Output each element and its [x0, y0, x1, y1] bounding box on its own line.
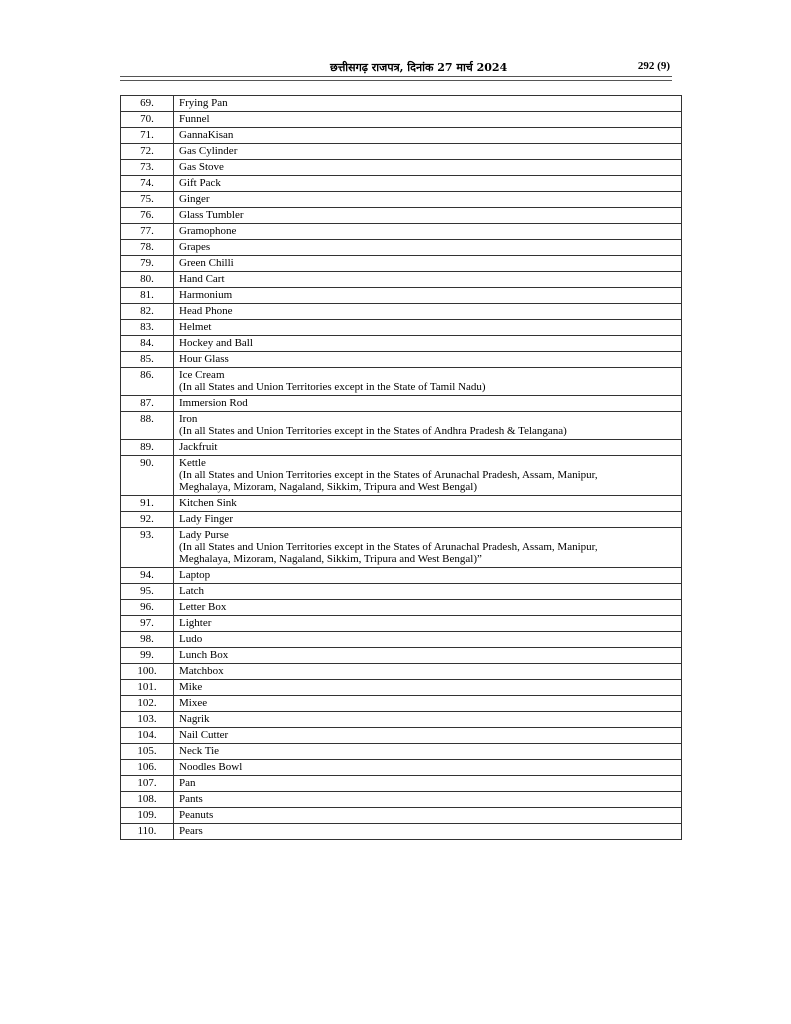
symbol-name: Lady Purse: [179, 529, 229, 541]
serial-number: 110.: [121, 824, 174, 840]
symbol-name: Lunch Box: [179, 649, 229, 661]
table-row: [121, 512, 682, 528]
table-row: [121, 272, 682, 288]
symbol-cell: [174, 440, 682, 456]
symbol-cell: [174, 224, 682, 240]
symbol-cell: [174, 760, 682, 776]
symbol-name: Harmonium: [179, 289, 233, 301]
table-row: [121, 144, 682, 160]
serial-number: 84.: [121, 336, 174, 352]
symbol-name: Latch: [179, 585, 205, 597]
serial-number: 105.: [121, 744, 174, 760]
serial-number: 70.: [121, 112, 174, 128]
table-row: [121, 648, 682, 664]
symbol-cell: [174, 368, 682, 396]
symbol-name: Gas Stove: [179, 161, 224, 173]
symbol-name: Kettle: [179, 457, 206, 469]
serial-number: 78.: [121, 240, 174, 256]
table-row: [121, 396, 682, 412]
symbol-cell: [174, 352, 682, 368]
symbol-cell: [174, 128, 682, 144]
symbol-cell: [174, 616, 682, 632]
symbol-name: Head Phone: [179, 305, 233, 317]
symbol-name: Glass Tumbler: [179, 209, 244, 221]
serial-number: 76.: [121, 208, 174, 224]
symbol-name: Funnel: [179, 113, 210, 125]
symbol-name: Immersion Rod: [179, 397, 248, 409]
table-row: [121, 696, 682, 712]
table-row: [121, 176, 682, 192]
table-row: [121, 496, 682, 512]
symbol-cell: [174, 696, 682, 712]
serial-number: 95.: [121, 584, 174, 600]
table-row: [121, 760, 682, 776]
symbol-name: Grapes: [179, 241, 211, 253]
symbol-cell: [174, 600, 682, 616]
symbol-name: Pan: [179, 777, 196, 789]
symbol-name: Noodles Bowl: [179, 761, 243, 773]
header-rule-double: [120, 80, 672, 81]
symbol-cell: [174, 568, 682, 584]
serial-number: 109.: [121, 808, 174, 824]
symbol-cell: [174, 528, 682, 568]
serial-number: 103.: [121, 712, 174, 728]
exception-note: (In all States and Union Territories except in the States of Andhra Pradesh & Telangana): [179, 425, 567, 437]
symbol-cell: [174, 648, 682, 664]
symbol-cell: [174, 192, 682, 208]
symbol-cell: [174, 288, 682, 304]
table-row: [121, 632, 682, 648]
table-row: [121, 808, 682, 824]
symbol-name: Ludo: [179, 633, 203, 645]
serial-number: 71.: [121, 128, 174, 144]
symbol-cell: [174, 824, 682, 840]
table-row: [121, 824, 682, 840]
table-row: [121, 128, 682, 144]
symbol-cell: [174, 808, 682, 824]
serial-number: 101.: [121, 680, 174, 696]
exception-note: Meghalaya, Mizoram, Nagaland, Sikkim, Tripura and West Bengal)”: [179, 553, 482, 565]
serial-number: 87.: [121, 396, 174, 412]
serial-number: 106.: [121, 760, 174, 776]
symbol-name: Gramophone: [179, 225, 237, 237]
symbol-name: Neck Tie: [179, 745, 220, 757]
symbol-name: Nagrik: [179, 713, 210, 725]
table-row: [121, 224, 682, 240]
symbol-name: Iron: [179, 413, 198, 425]
symbol-name: Laptop: [179, 569, 211, 581]
serial-number: 85.: [121, 352, 174, 368]
serial-number: 86.: [121, 368, 174, 396]
symbol-cell: [174, 712, 682, 728]
symbol-cell: [174, 336, 682, 352]
gazette-title: छत्तीसगढ़ राजपत्र, दिनांक 27 मार्च 2024: [330, 61, 508, 74]
symbol-cell: [174, 744, 682, 760]
serial-number: 92.: [121, 512, 174, 528]
serial-number: 104.: [121, 728, 174, 744]
symbol-name: Ginger: [179, 193, 210, 205]
symbol-name: Lighter: [179, 617, 212, 629]
table-row: [121, 336, 682, 352]
table-row: [121, 728, 682, 744]
serial-number: 91.: [121, 496, 174, 512]
symbol-cell: [174, 412, 682, 440]
serial-number: 90.: [121, 456, 174, 496]
page-number: 292 (9): [637, 60, 670, 72]
symbol-name: Helmet: [179, 321, 212, 333]
symbol-name: Peanuts: [179, 809, 214, 821]
symbol-cell: [174, 256, 682, 272]
table-row: [121, 112, 682, 128]
serial-number: 73.: [121, 160, 174, 176]
serial-number: 108.: [121, 792, 174, 808]
symbol-name: Hockey and Ball: [179, 337, 253, 349]
symbol-cell: [174, 160, 682, 176]
table-row: [121, 368, 682, 396]
table-row: [121, 776, 682, 792]
serial-number: 99.: [121, 648, 174, 664]
symbol-name: Frying Pan: [179, 97, 228, 109]
symbol-cell: [174, 584, 682, 600]
symbol-name: Pants: [179, 793, 203, 805]
symbol-name: Jackfruit: [179, 441, 218, 453]
page-header: [120, 60, 670, 76]
table-row: [121, 600, 682, 616]
table-row: [121, 680, 682, 696]
serial-number: 72.: [121, 144, 174, 160]
table-body: [121, 96, 682, 840]
table-row: [121, 616, 682, 632]
serial-number: 94.: [121, 568, 174, 584]
table-row: [121, 792, 682, 808]
table-row: [121, 712, 682, 728]
symbol-name: Nail Cutter: [179, 729, 229, 741]
serial-number: 93.: [121, 528, 174, 568]
symbol-cell: [174, 456, 682, 496]
header-rule: [120, 76, 672, 77]
symbol-name: Matchbox: [179, 665, 224, 677]
serial-number: 98.: [121, 632, 174, 648]
symbol-cell: [174, 792, 682, 808]
table-row: [121, 744, 682, 760]
symbol-cell: [174, 632, 682, 648]
symbol-cell: [174, 208, 682, 224]
symbol-cell: [174, 96, 682, 112]
table-row: [121, 568, 682, 584]
table-row: [121, 320, 682, 336]
symbol-cell: [174, 304, 682, 320]
symbol-cell: [174, 680, 682, 696]
symbol-cell: [174, 512, 682, 528]
serial-number: 100.: [121, 664, 174, 680]
symbol-cell: [174, 144, 682, 160]
serial-number: 107.: [121, 776, 174, 792]
symbol-name: Lady Finger: [179, 513, 234, 525]
table-row: [121, 528, 682, 568]
symbol-cell: [174, 776, 682, 792]
symbol-name: Ice Cream: [179, 369, 225, 381]
serial-number: 83.: [121, 320, 174, 336]
symbol-cell: [174, 176, 682, 192]
symbol-cell: [174, 112, 682, 128]
table-row: [121, 192, 682, 208]
serial-number: 89.: [121, 440, 174, 456]
serial-number: 77.: [121, 224, 174, 240]
symbol-cell: [174, 240, 682, 256]
symbol-cell: [174, 728, 682, 744]
symbol-name: Mixee: [179, 697, 208, 709]
table-row: [121, 288, 682, 304]
symbol-name: Pears: [179, 825, 203, 837]
symbol-name: Gift Pack: [179, 177, 221, 189]
table-row: [121, 664, 682, 680]
exception-note: (In all States and Union Territories except in the State of Tamil Nadu): [179, 381, 486, 393]
serial-number: 97.: [121, 616, 174, 632]
exception-note: (In all States and Union Territories except in the States of Arunachal Pradesh, Assam, Manipur,: [179, 469, 598, 481]
exception-note: Meghalaya, Mizoram, Nagaland, Sikkim, Tripura and West Bengal): [179, 481, 477, 493]
symbol-cell: [174, 496, 682, 512]
symbol-name: Letter Box: [179, 601, 227, 613]
serial-number: 82.: [121, 304, 174, 320]
serial-number: 79.: [121, 256, 174, 272]
table-row: [121, 352, 682, 368]
symbol-name: Green Chilli: [179, 257, 234, 269]
symbol-name: Mike: [179, 681, 203, 693]
serial-number: 75.: [121, 192, 174, 208]
serial-number: 88.: [121, 412, 174, 440]
serial-number: 80.: [121, 272, 174, 288]
symbol-name: GannaKisan: [179, 129, 234, 141]
exception-note: (In all States and Union Territories except in the States of Arunachal Pradesh, Assam, Manipur,: [179, 541, 598, 553]
serial-number: 69.: [121, 96, 174, 112]
table-row: [121, 456, 682, 496]
symbols-table: [120, 95, 682, 840]
symbol-cell: [174, 396, 682, 412]
table-row: [121, 160, 682, 176]
serial-number: 81.: [121, 288, 174, 304]
symbol-cell: [174, 272, 682, 288]
table-row: [121, 240, 682, 256]
table-row: [121, 256, 682, 272]
table-row: [121, 440, 682, 456]
symbol-cell: [174, 320, 682, 336]
symbol-cell: [174, 664, 682, 680]
table-row: [121, 412, 682, 440]
table-row: [121, 208, 682, 224]
symbol-name: Hand Cart: [179, 273, 225, 285]
serial-number: 74.: [121, 176, 174, 192]
table-row: [121, 304, 682, 320]
table-row: [121, 96, 682, 112]
table-row: [121, 584, 682, 600]
symbol-name: Gas Cylinder: [179, 145, 238, 157]
serial-number: 102.: [121, 696, 174, 712]
serial-number: 96.: [121, 600, 174, 616]
symbol-name: Hour Glass: [179, 353, 229, 365]
symbol-name: Kitchen Sink: [179, 497, 237, 509]
